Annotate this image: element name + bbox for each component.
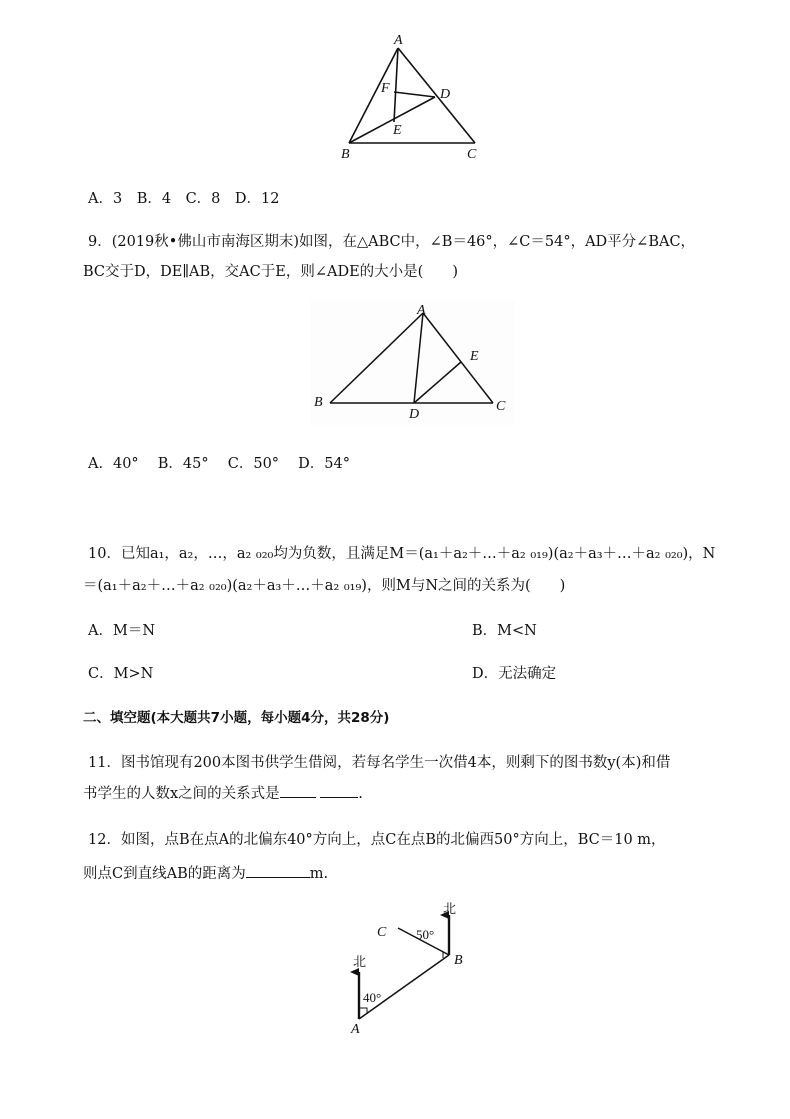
label-f: F xyxy=(381,81,390,96)
north-label-left: 北 xyxy=(353,955,367,970)
label-c: C xyxy=(467,147,477,162)
q11-stem-line2 xyxy=(83,782,363,803)
q10-option-c: C．M>N xyxy=(88,666,154,682)
label-d: D xyxy=(440,87,451,102)
label-d: D xyxy=(409,407,420,422)
q11-stem-line1: 11．图书馆现有200本图书供学生借阅，若每名学生一次借4本，则剩下的图书数y(本)和借 xyxy=(88,755,671,771)
q11-suffix: . xyxy=(358,786,363,802)
figure-q9-triangle xyxy=(310,300,515,425)
label-b: B xyxy=(341,147,350,162)
q12-prefix: 则点C到直线AB的距离为 xyxy=(83,866,246,882)
label-c: C xyxy=(496,399,506,414)
label-b: B xyxy=(454,953,463,968)
q12-suffix: m. xyxy=(309,866,329,882)
figure-q12-bearing xyxy=(340,898,490,1038)
answer-blank[interactable] xyxy=(280,783,316,798)
q10-option-a: A．M＝N xyxy=(88,623,156,639)
q10-option-d: D．无法确定 xyxy=(472,666,557,682)
q10-stem-line2: ＝(a₁＋a₂＋…＋a₂ ₀₂₀)(a₂＋a₃＋…＋a₂ ₀₁₉)，则M与N之间的关系为( ) xyxy=(83,578,566,594)
section-title: 二、填空题(本大题共7小题，每小题4分，共28分) xyxy=(83,710,390,726)
label-c: C xyxy=(377,925,387,940)
label-e: E xyxy=(470,349,479,364)
q12-stem-line1: 12．如图，点B在点A的北偏东40°方向上，点C在点B的北偏西50°方向上，BC＝10 m， xyxy=(88,832,666,848)
label-b: B xyxy=(314,395,323,410)
label-e: E xyxy=(393,123,402,138)
angle-40: 40° xyxy=(363,990,382,1005)
q11-prefix: 书学生的人数x之间的关系式是 xyxy=(83,786,280,802)
q12-stem-line2 xyxy=(83,862,328,883)
q10-option-b: B．M<N xyxy=(472,623,537,639)
answer-blank[interactable] xyxy=(246,863,310,878)
q8-options: A．3 B．4 C．8 D．12 xyxy=(88,191,280,207)
answer-blank[interactable] xyxy=(320,783,358,798)
label-a: A xyxy=(394,33,403,48)
q10-stem-line1: 10．已知a₁，a₂，…，a₂ ₀₂₀均为负数，且满足M＝(a₁＋a₂＋…＋a₂ ₀₁₉)(a₂＋a₃＋…＋a₂ ₀₂₀)，N xyxy=(88,546,716,562)
q9-stem-line1: 9．(2019秋•佛山市南海区期末)如图，在△ABC中，∠B＝46°，∠C＝54°，AD平分∠BAC， xyxy=(88,234,696,250)
label-a: A xyxy=(417,303,426,318)
angle-50: 50° xyxy=(416,927,435,942)
q9-options: A．40° B．45° C．50° D．54° xyxy=(88,456,350,472)
north-label-top: 北 xyxy=(443,902,457,917)
q9-stem-line2: BC交于D，DE∥AB，交AC于E，则∠ADE的大小是( ) xyxy=(83,264,458,280)
figure-q8-triangle xyxy=(335,30,495,165)
label-a: A xyxy=(351,1022,360,1037)
